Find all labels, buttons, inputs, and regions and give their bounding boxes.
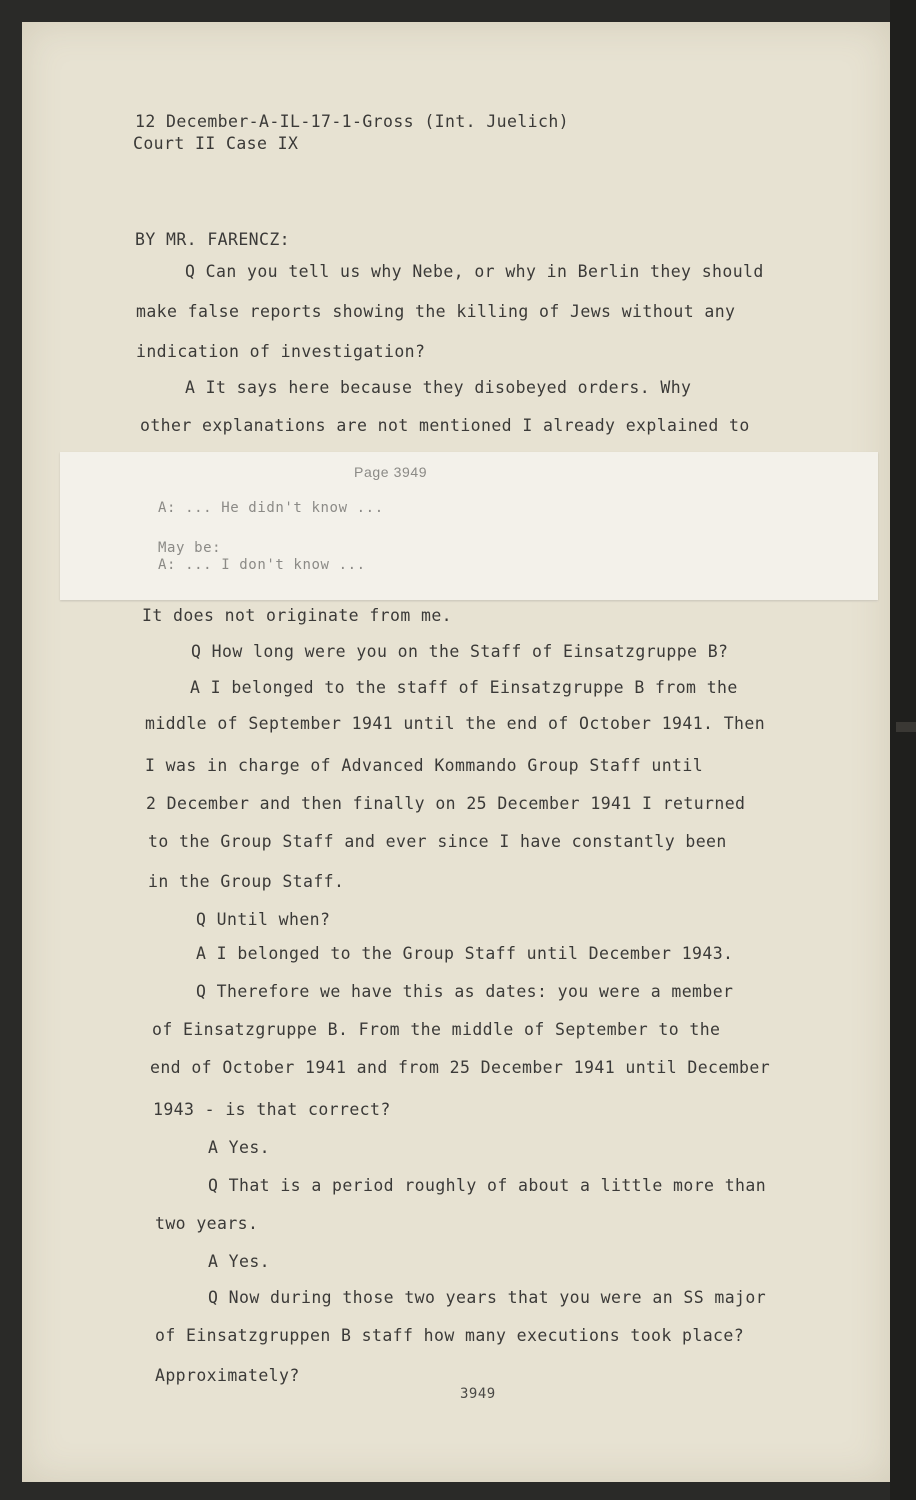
speaker-heading: BY MR. FARENCZ: <box>135 230 291 249</box>
slip-line: May be: <box>158 540 222 556</box>
transcript-line: 1943 - is that correct? <box>153 1100 391 1119</box>
transcript-line: to the Group Staff and ever since I have constantly been <box>148 832 727 851</box>
transcript-line: make false reports showing the killing of Jews without any <box>136 302 736 321</box>
transcript-line: 2 December and then finally on 25 December 1941 I returned <box>146 794 746 813</box>
transcript-line: in the Group Staff. <box>148 872 345 891</box>
transcript-line: of Einsatzgruppen B staff how many executions took place? <box>155 1326 745 1345</box>
slip-line: A: ... He didn't know ... <box>158 500 384 516</box>
transcript-line: Q Now during those two years that you were an SS major <box>208 1288 767 1307</box>
transcript-line: Q That is a period roughly of about a little more than <box>208 1176 767 1195</box>
transcript-line: I was in charge of Advanced Kommando Group Staff until <box>145 756 704 775</box>
transcript-line: Q Can you tell us why Nebe, or why in Berlin they should <box>185 262 764 281</box>
transcript-line: Q Until when? <box>196 910 331 929</box>
header-line-2: Court II Case IX <box>133 134 299 153</box>
transcript-line: middle of September 1941 until the end of October 1941. Then <box>145 714 766 733</box>
transcript-line: Q Therefore we have this as dates: you were a member <box>196 982 734 1001</box>
transcript-line: indication of investigation? <box>136 342 426 361</box>
transcript-line: It does not originate from me. <box>142 606 453 625</box>
transcript-line: Approximately? <box>155 1366 300 1385</box>
page-number: 3949 <box>460 1386 496 1402</box>
pasted-correction-slip <box>60 452 878 600</box>
transcript-line: of Einsatzgruppe B. From the middle of September to the <box>152 1020 721 1039</box>
slip-line: A: ... I don't know ... <box>158 557 366 573</box>
transcript-line: A Yes. <box>208 1252 271 1271</box>
transcript-line: other explanations are not mentioned I already explained to <box>140 416 750 435</box>
slip-page-reference: Page 3949 <box>354 464 428 480</box>
transcript-line: A Yes. <box>208 1138 271 1157</box>
transcript-line: end of October 1941 and from 25 December 1941 until December <box>150 1058 771 1077</box>
transcript-line: two years. <box>155 1214 259 1233</box>
header-line-1: 12 December-A-IL-17-1-Gross (Int. Juelich) <box>135 112 570 131</box>
transcript-line: A I belonged to the Group Staff until December 1943. <box>196 944 734 963</box>
transcript-line: A It says here because they disobeyed orders. Why <box>185 378 692 397</box>
transcript-line: Q How long were you on the Staff of Einsatzgruppe B? <box>191 642 729 661</box>
page-edge <box>890 0 916 1500</box>
transcript-line: A I belonged to the staff of Einsatzgruppe B from the <box>190 678 738 697</box>
edge-fold <box>896 722 916 732</box>
